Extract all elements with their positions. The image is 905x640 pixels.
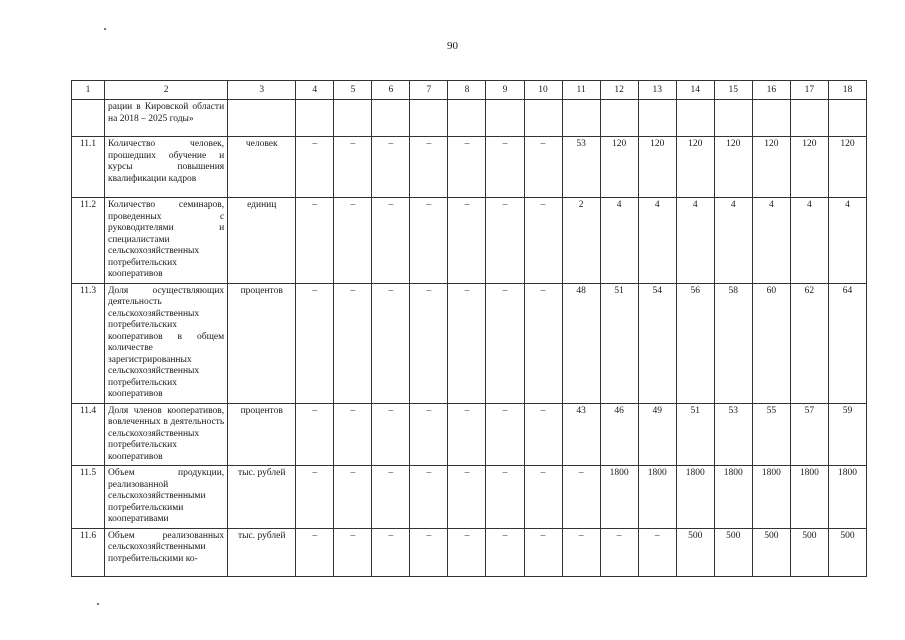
value-cell: – (448, 137, 486, 198)
value-cell: 1800 (790, 466, 828, 529)
value-cell: 4 (600, 198, 638, 284)
column-header: 1 (72, 81, 105, 100)
column-header: 3 (228, 81, 296, 100)
value-cell: – (524, 403, 562, 466)
value-cell: – (486, 283, 524, 403)
indicator-name: Объем продукции, реализованной сельскохозяйственными потребительскими кооперативами (105, 466, 228, 529)
value-cell: 60 (752, 283, 790, 403)
value-cell: – (562, 528, 600, 576)
value-cell: 4 (790, 198, 828, 284)
column-header: 18 (828, 81, 866, 100)
continuation-text: рации в Кировской области на 2018 – 2025 годы» (105, 100, 228, 137)
scan-speck (97, 603, 99, 605)
unit-of-measure: процентов (228, 283, 296, 403)
value-cell: 51 (676, 403, 714, 466)
unit-of-measure: человек (228, 137, 296, 198)
row-number: 11.2 (72, 198, 105, 284)
value-cell: – (296, 403, 334, 466)
row-number: 11.6 (72, 528, 105, 576)
table-header-row (72, 81, 867, 100)
value-cell: – (296, 466, 334, 529)
value-cell: 55 (752, 403, 790, 466)
value-cell: – (296, 198, 334, 284)
value-cell: – (410, 283, 448, 403)
value-cell: – (296, 137, 334, 198)
value-cell: 4 (828, 198, 866, 284)
value-cell: – (448, 403, 486, 466)
value-cell: – (410, 403, 448, 466)
value-cell: – (524, 198, 562, 284)
value-cell: 500 (714, 528, 752, 576)
value-cell: 1800 (638, 466, 676, 529)
value-cell: 48 (562, 283, 600, 403)
value-cell: – (296, 528, 334, 576)
column-header: 16 (752, 81, 790, 100)
column-header: 7 (410, 81, 448, 100)
column-header: 12 (600, 81, 638, 100)
value-cell: 56 (676, 283, 714, 403)
column-header: 6 (372, 81, 410, 100)
value-cell: 59 (828, 403, 866, 466)
value-cell: – (448, 198, 486, 284)
value-cell: – (372, 137, 410, 198)
value-cell: – (410, 528, 448, 576)
value-cell: 120 (676, 137, 714, 198)
table-row (72, 528, 867, 576)
unit-of-measure: единиц (228, 198, 296, 284)
indicator-name: Количество человек, прошедших обучение и курсы повышения квалификации кадров (105, 137, 228, 198)
value-cell: – (486, 528, 524, 576)
value-cell: – (372, 466, 410, 529)
value-cell: – (410, 137, 448, 198)
table-row (72, 403, 867, 466)
value-cell: 1800 (714, 466, 752, 529)
value-cell: 64 (828, 283, 866, 403)
value-cell: – (486, 137, 524, 198)
value-cell: – (372, 198, 410, 284)
table-row (72, 198, 867, 284)
row-number: 11.3 (72, 283, 105, 403)
column-header: 11 (562, 81, 600, 100)
row-number: 11.1 (72, 137, 105, 198)
value-cell: – (524, 283, 562, 403)
value-cell: 49 (638, 403, 676, 466)
column-header: 14 (676, 81, 714, 100)
value-cell: 120 (790, 137, 828, 198)
value-cell: 120 (752, 137, 790, 198)
value-cell: 46 (600, 403, 638, 466)
scan-speck (104, 28, 106, 30)
value-cell: – (410, 198, 448, 284)
indicator-name: Доля членов кооперативов, вовлеченных в деятельность сельскохозяйственных потребительских кооперативов (105, 403, 228, 466)
value-cell: 58 (714, 283, 752, 403)
row-number: 11.5 (72, 466, 105, 529)
value-cell: – (486, 403, 524, 466)
value-cell: 500 (828, 528, 866, 576)
value-cell: – (448, 528, 486, 576)
value-cell: – (524, 466, 562, 529)
value-cell: 1800 (752, 466, 790, 529)
column-header: 9 (486, 81, 524, 100)
value-cell: 62 (790, 283, 828, 403)
value-cell: 500 (752, 528, 790, 576)
column-header: 5 (334, 81, 372, 100)
value-cell: – (486, 466, 524, 529)
value-cell: – (600, 528, 638, 576)
value-cell: 4 (676, 198, 714, 284)
value-cell: 53 (714, 403, 752, 466)
value-cell: 2 (562, 198, 600, 284)
continuation-row (72, 100, 867, 137)
value-cell: – (524, 528, 562, 576)
unit-of-measure: процентов (228, 403, 296, 466)
column-header: 15 (714, 81, 752, 100)
value-cell: – (372, 403, 410, 466)
value-cell: – (448, 283, 486, 403)
value-cell: – (562, 466, 600, 529)
value-cell: – (334, 283, 372, 403)
value-cell: 120 (828, 137, 866, 198)
value-cell: – (372, 528, 410, 576)
table-cell (72, 100, 105, 137)
indicator-name: Количество семинаров, проведенных с руководителями и специалистами сельскохозяйственных потребительских кооперативов (105, 198, 228, 284)
value-cell: 54 (638, 283, 676, 403)
value-cell: 500 (676, 528, 714, 576)
value-cell: – (486, 198, 524, 284)
column-header: 4 (296, 81, 334, 100)
value-cell: – (334, 137, 372, 198)
value-cell: – (334, 466, 372, 529)
value-cell: – (296, 283, 334, 403)
value-cell: 120 (714, 137, 752, 198)
unit-of-measure: тыс. рублей (228, 528, 296, 576)
value-cell: 120 (638, 137, 676, 198)
indicator-name: Доля осуществляющих деятельность сельскохозяйственных потребительских кооперативов в общем количестве зарегистрированных сельскохозяйственных потребительских кооперативов (105, 283, 228, 403)
table-row (72, 137, 867, 198)
column-header: 13 (638, 81, 676, 100)
value-cell: – (334, 528, 372, 576)
value-cell: 53 (562, 137, 600, 198)
value-cell: 1800 (828, 466, 866, 529)
column-header: 2 (105, 81, 228, 100)
value-cell: 51 (600, 283, 638, 403)
table-row (72, 466, 867, 529)
value-cell: – (524, 137, 562, 198)
value-cell: – (372, 283, 410, 403)
value-cell: 500 (790, 528, 828, 576)
value-cell: – (638, 528, 676, 576)
page-number: 90 (447, 40, 458, 52)
indicator-name: Объем реализованных сельскохозяйственными потребительскими ко- (105, 528, 228, 576)
value-cell: – (410, 466, 448, 529)
value-cell: – (334, 403, 372, 466)
table-row (72, 283, 867, 403)
value-cell: 43 (562, 403, 600, 466)
value-cell: 1800 (676, 466, 714, 529)
value-cell: 4 (752, 198, 790, 284)
column-header: 8 (448, 81, 486, 100)
value-cell: 4 (638, 198, 676, 284)
row-number: 11.4 (72, 403, 105, 466)
value-cell: – (334, 198, 372, 284)
value-cell: – (448, 466, 486, 529)
unit-of-measure: тыс. рублей (228, 466, 296, 529)
indicators-table (71, 80, 867, 577)
value-cell: 120 (600, 137, 638, 198)
value-cell: 4 (714, 198, 752, 284)
value-cell: 1800 (600, 466, 638, 529)
value-cell: 57 (790, 403, 828, 466)
column-header: 17 (790, 81, 828, 100)
column-header: 10 (524, 81, 562, 100)
